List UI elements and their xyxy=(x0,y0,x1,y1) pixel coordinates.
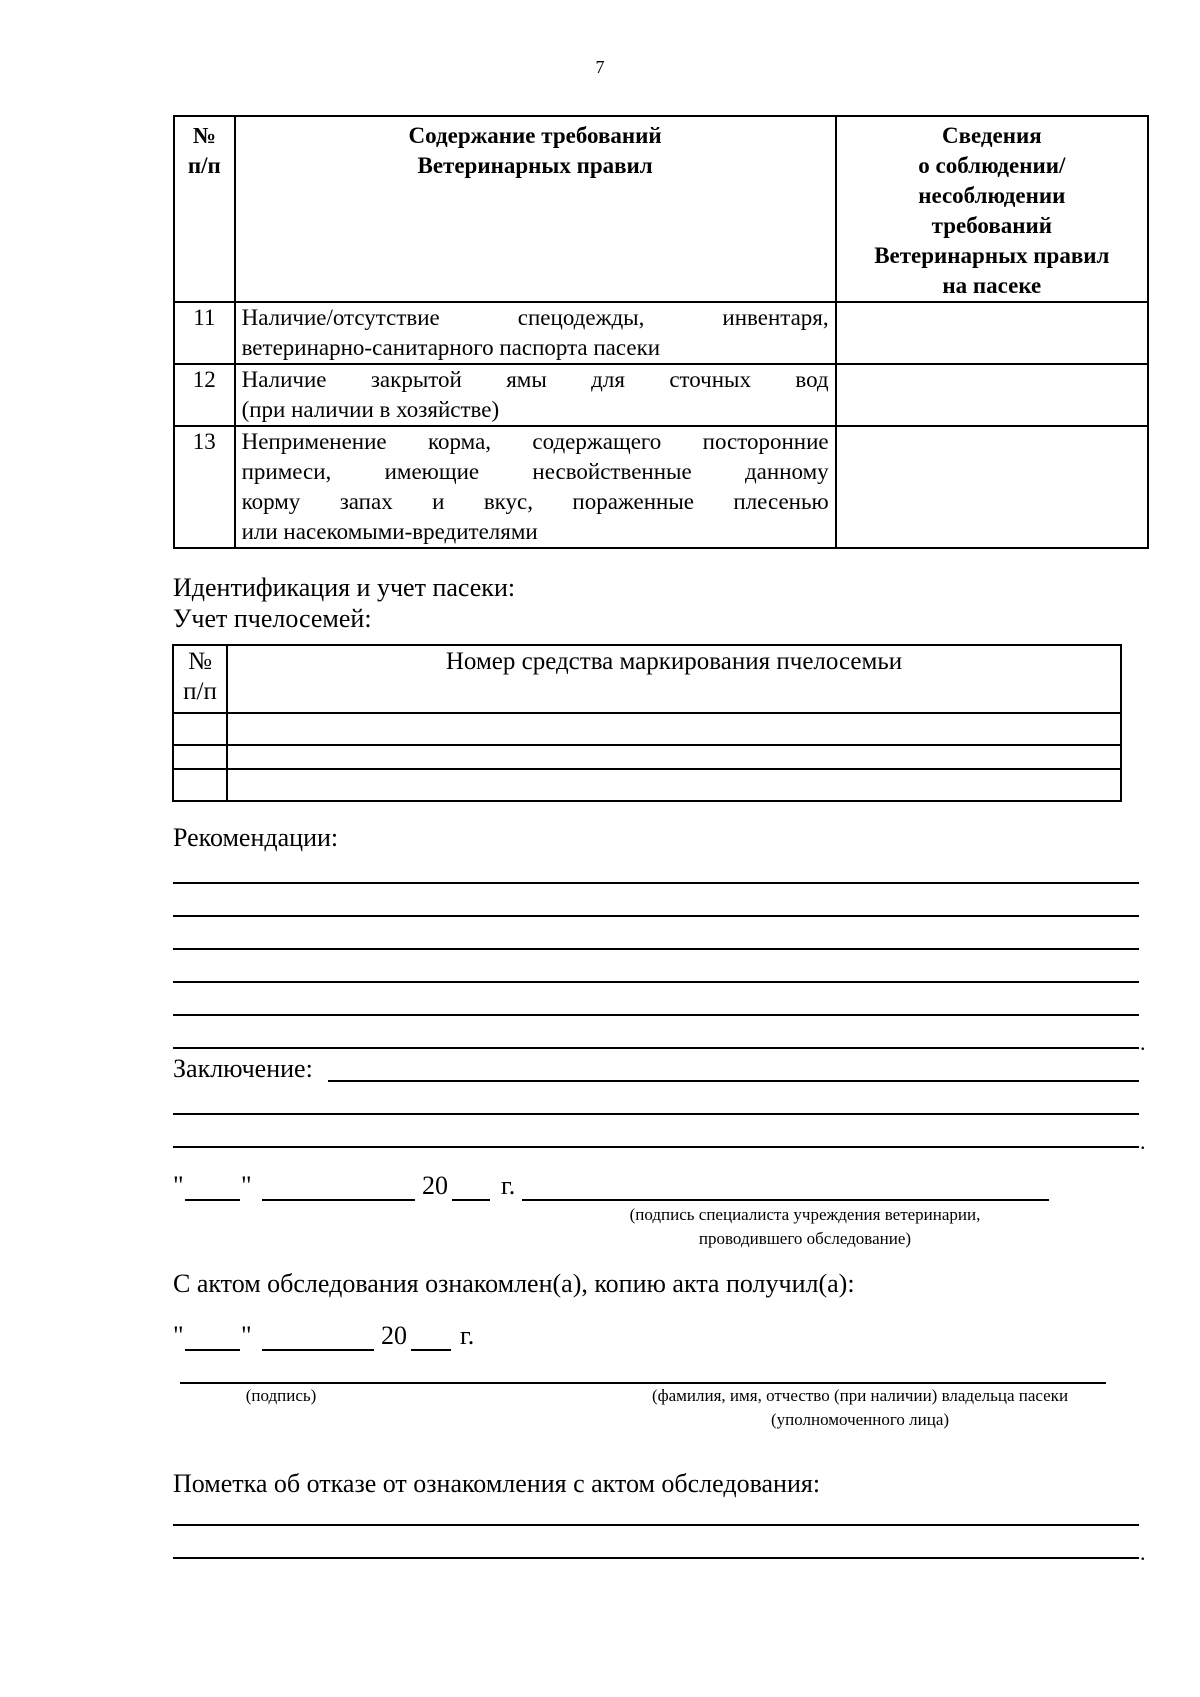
row-num-cell[interactable] xyxy=(173,713,227,745)
period-mark: . xyxy=(1140,1540,1146,1565)
conclusion-line[interactable] xyxy=(173,1146,1139,1148)
requirements-table xyxy=(173,115,1149,549)
date2-month-line[interactable] xyxy=(262,1349,374,1351)
date1-year-suffix: г. xyxy=(501,1171,516,1200)
row-num: 11 xyxy=(174,302,235,364)
date1-year-prefix: 20 xyxy=(422,1171,448,1200)
specialist-caption: (подпись специалиста учреждения ветеринарии, проводившего обследование) xyxy=(629,1205,981,1248)
date1-quote-close: " xyxy=(241,1171,252,1200)
row-mark-cell[interactable] xyxy=(227,745,1121,769)
row-requirement xyxy=(235,426,836,548)
requirement-line: Неприменение корма, содержащего посторонние xyxy=(241,429,829,454)
requirement-line: ветеринарно-санитарного паспорта пасеки xyxy=(241,335,661,360)
date2-quote-close: " xyxy=(241,1321,252,1350)
requirement-line: или насекомыми-вредителями xyxy=(241,519,538,544)
row-num-cell[interactable] xyxy=(173,745,227,769)
recommendations-line[interactable] xyxy=(173,981,1139,983)
date1-quote-open: " xyxy=(173,1171,184,1200)
row-info-cell[interactable] xyxy=(836,302,1148,364)
date1-year-line[interactable] xyxy=(452,1199,490,1201)
date1-day-line[interactable] xyxy=(185,1199,240,1201)
requirement-line: (при наличии в хозяйстве) xyxy=(241,397,500,422)
conclusion-line[interactable] xyxy=(173,1113,1139,1115)
refusal-label: Пометка об отказе от ознакомления с актом обследования: xyxy=(173,1469,821,1498)
refusal-line[interactable] xyxy=(173,1524,1139,1526)
date2-year-line[interactable] xyxy=(411,1349,451,1351)
row-num: 12 xyxy=(174,364,235,426)
owner-caption: (фамилия, имя, отчество (при наличии) владельца пасеки (уполномоченного лица) xyxy=(651,1386,1069,1429)
date2-day-line[interactable] xyxy=(185,1349,240,1351)
page-number: 7 xyxy=(595,57,605,77)
table-header-row xyxy=(173,645,1121,713)
conclusion-label: Заключение: xyxy=(173,1054,313,1083)
requirement-line: Наличие/отсутствие спецодежды, инвентаря, xyxy=(241,305,829,330)
recommendations-line[interactable] xyxy=(173,948,1139,950)
refusal-line[interactable] xyxy=(173,1557,1139,1559)
period-mark: . xyxy=(1140,1129,1146,1154)
recommendations-line[interactable] xyxy=(173,882,1139,884)
date2-quote-open: " xyxy=(173,1321,184,1350)
bee-colonies-table xyxy=(172,644,1122,802)
signature-caption: (подпись) xyxy=(245,1386,317,1405)
recommendations-line[interactable] xyxy=(173,915,1139,917)
requirement-line: примеси, имеющие несвойственные данному xyxy=(241,459,829,484)
recommendations-line[interactable] xyxy=(173,1047,1139,1049)
header-num: № п/п xyxy=(174,116,235,302)
date1-month-line[interactable] xyxy=(262,1199,415,1201)
period-mark: . xyxy=(1140,1030,1146,1055)
specialist-signature-line[interactable] xyxy=(522,1199,1049,1201)
header-num: № п/п xyxy=(173,645,227,713)
row-num-cell[interactable] xyxy=(173,769,227,801)
conclusion-line[interactable] xyxy=(328,1080,1139,1082)
date2-year-suffix: г. xyxy=(460,1321,475,1350)
header-mark: Номер средства маркирования пчелосемьи xyxy=(227,645,1121,713)
table-header-row xyxy=(174,116,1148,302)
requirement-line: Наличие закрытой ямы для сточных вод xyxy=(241,367,829,392)
table-row xyxy=(174,302,1148,364)
row-requirement xyxy=(235,302,836,364)
acquainted-text: С актом обследования ознакомлен(а), копию акта получил(а): xyxy=(173,1269,855,1298)
recommendations-line[interactable] xyxy=(173,1014,1139,1016)
row-mark-cell[interactable] xyxy=(227,713,1121,745)
identification-heading: Идентификация и учет пасеки: xyxy=(173,573,516,602)
header-info: Сведения о соблюдении/ несоблюдении требований Ветеринарных правил на пасеке xyxy=(836,116,1148,302)
bee-colonies-heading: Учет пчелосемей: xyxy=(173,604,372,633)
table-row xyxy=(173,745,1121,769)
row-mark-cell[interactable] xyxy=(227,769,1121,801)
row-info-cell[interactable] xyxy=(836,364,1148,426)
table-row xyxy=(173,713,1121,745)
recommendations-label: Рекомендации: xyxy=(173,823,339,852)
table-row xyxy=(174,426,1148,548)
date2-year-prefix: 20 xyxy=(381,1321,407,1350)
table-row xyxy=(173,769,1121,801)
header-content: Содержание требований Ветеринарных правил xyxy=(235,116,836,302)
requirement-line: корму запах и вкус, пораженные плесенью xyxy=(241,489,829,514)
row-num: 13 xyxy=(174,426,235,548)
row-requirement xyxy=(235,364,836,426)
row-info-cell[interactable] xyxy=(836,426,1148,548)
table-row xyxy=(174,364,1148,426)
